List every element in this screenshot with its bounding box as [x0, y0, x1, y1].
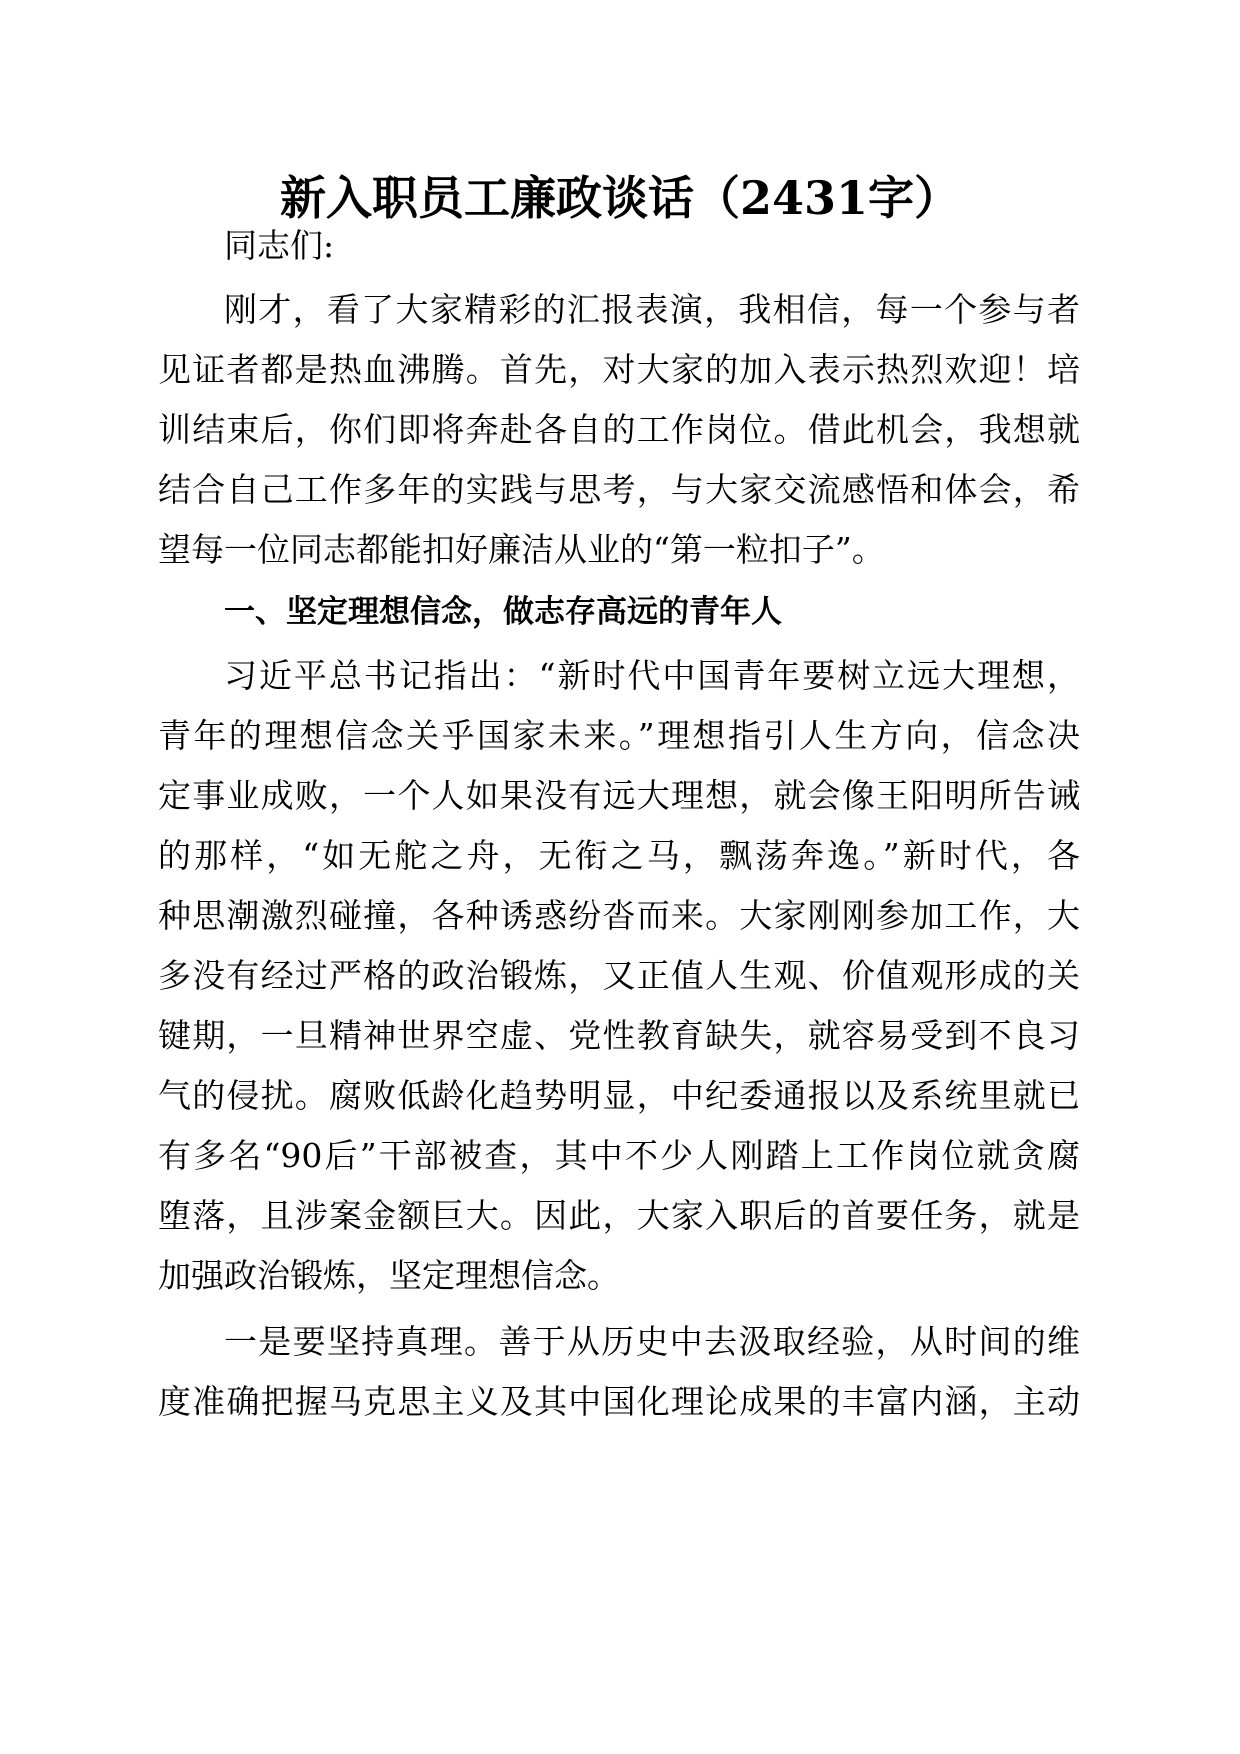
paragraph-2-line: 键期，一旦精神世界空虚、党性教育缺失，就容易受到不良习	[158, 1016, 1080, 1055]
document-title: 新入职员工廉政谈话（2431字）	[279, 171, 961, 225]
paragraph-1-line: 望每一位同志都能扣好廉洁从业的“第一粒扣子”。	[158, 530, 885, 569]
paragraph-2-line: 堕落，且涉案金额巨大。因此，大家入职后的首要任务，就是	[158, 1196, 1080, 1235]
paragraph-2-line: 的那样，“如无舵之舟，无衔之马，飘荡奔逸。”新时代，各	[158, 836, 1080, 875]
paragraph-1-line: 训结束后，你们即将奔赴各自的工作岗位。借此机会，我想就	[158, 410, 1080, 449]
paragraph-1-line: 结合自己工作多年的实践与思考，与大家交流感悟和体会，希	[158, 470, 1080, 509]
paragraph-2-line: 青年的理想信念关乎国家未来。”理想指引人生方向，信念决	[158, 716, 1080, 755]
paragraph-2-line: 种思潮激烈碰撞，各种诱惑纷沓而来。大家刚刚参加工作，大	[158, 896, 1080, 935]
paragraph-1-line: 刚才，看了大家精彩的汇报表演，我相信，每一个参与者	[224, 290, 1080, 329]
salutation: 同志们:	[224, 226, 335, 265]
paragraph-2-line: 气的侵扰。腐败低龄化趋势明显，中纪委通报以及系统里就已	[158, 1076, 1080, 1115]
paragraph-2-line: 定事业成败，一个人如果没有远大理想，就会像王阳明所告诫	[158, 776, 1080, 815]
paragraph-3-line: 度准确把握马克思主义及其中国化理论成果的丰富内涵，主动	[158, 1382, 1080, 1421]
paragraph-2-line: 习近平总书记指出：“新时代中国青年要树立远大理想，	[224, 656, 1080, 695]
paragraph-2-line: 多没有经过严格的政治锻炼，又正值人生观、价值观形成的关	[158, 956, 1080, 995]
paragraph-2-line: 有多名“90后”干部被查，其中不少人刚踏上工作岗位就贪腐	[158, 1136, 1080, 1175]
paragraph-3-line: 一是要坚持真理。善于从历史中去汲取经验，从时间的维	[224, 1322, 1080, 1361]
section-heading: 一、坚定理想信念，做志存高远的青年人	[224, 594, 782, 630]
paragraph-1-line: 见证者都是热血沸腾。首先，对大家的加入表示热烈欢迎！培	[158, 350, 1080, 389]
paragraph-2-line: 加强政治锻炼，坚定理想信念。	[158, 1256, 620, 1295]
